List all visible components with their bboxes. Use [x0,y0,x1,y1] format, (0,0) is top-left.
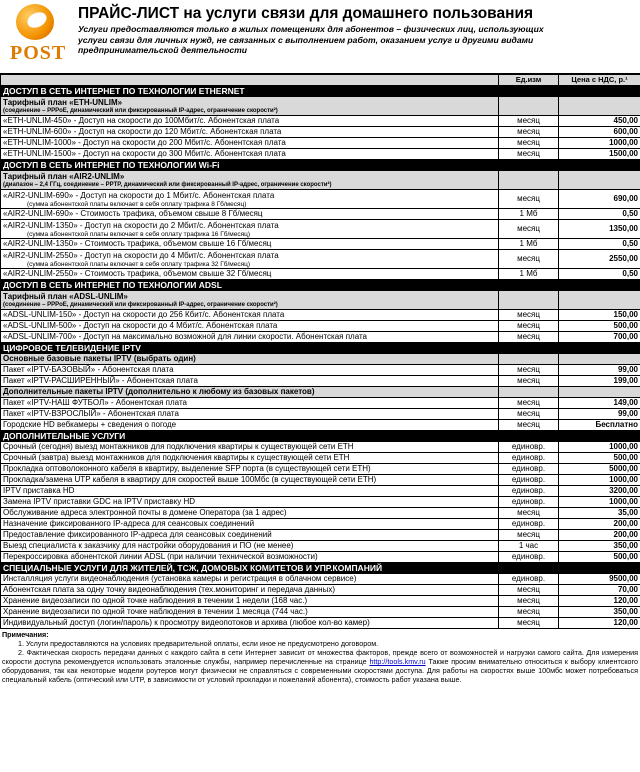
service-name [1,574,499,585]
table-row [1,321,640,332]
table-row [1,420,640,431]
table-row [1,475,640,486]
service-name [1,585,499,596]
unit-cell: месяц [499,190,559,209]
logo-word: POST [10,42,67,64]
section-header [1,280,640,291]
service-name [1,607,499,618]
service-name [1,486,499,497]
section-header [1,86,640,97]
logo-swirl-icon [16,4,54,40]
service-text: «AIR2-UNLIM-690» - Стоимость трафика, объемом свыше 8 Гб/месяц [3,209,263,218]
service-note: (сумма абонентской платы включает в себя оплату трафика 32 Гб/месяц) [27,260,251,268]
tariff-plan-name: Тарифный план «ETH-UNLIM» [3,97,123,107]
header-unit: Ед.изм [499,75,559,86]
service-text: Предоставление фиксированного IP-адреса для сеансовых соединений [3,530,272,539]
service-text: Выезд специалиста к заказчику для настройки оборудования и ПО (не менее) [3,541,294,550]
unit-cell: месяц [499,321,559,332]
tariff-plan-name: Тарифный план «AIR2-UNLIM» [3,171,125,181]
service-text: Срочный (сегодня) выезд монтажников для подключения квартиры к существующей сети ETH [3,442,354,451]
service-name [1,453,499,464]
tariff-plan-desc: (диапазон – 2,4 ГГц, соединение – PPTP, динамический или фиксированный IP-адрес, ограничение скорости²) [3,181,332,188]
unit-cell: месяц [499,607,559,618]
section-title: ДОСТУП В СЕТЬ ИНТЕРНЕТ ПО ТЕХНОЛОГИИ ETHERNET [1,86,499,97]
table-row [1,552,640,563]
table-row [1,607,640,618]
service-name [1,321,499,332]
section-price-cell [559,86,640,97]
plan-unit-cell [499,291,559,310]
price-cell: 450,00 [559,116,640,127]
table-row [1,376,640,387]
table-row [1,138,640,149]
price-cell: 690,00 [559,190,640,209]
table-row [1,310,640,321]
service-text: «ADSL-UNLIM-500» - Доступ на скорости до 4 Мбит/с. Абонентская плата [3,321,278,330]
service-text: Пакет «IPTV-РАСШИРЕННЫЙ» - Абонентская плата [3,376,198,385]
service-text: «ETH-UNLIM-600» - Доступ на скорости до 120 Мбит/с. Абонентская плата [3,127,282,136]
table-row [1,127,640,138]
price-cell: 1000,00 [559,497,640,508]
section-header [1,563,640,574]
page-title: ПРАЙС-ЛИСТ на услуги связи для домашнего пользования [78,5,534,22]
table-row [1,269,640,280]
section-title: ДОСТУП В СЕТЬ ИНТЕРНЕТ ПО ТЕХНОЛОГИИ Wi-Fi [1,160,499,171]
price-cell: 0,50 [559,269,640,280]
notes-title: Примечания: [2,630,49,639]
price-cell: 200,00 [559,519,640,530]
table-row [1,574,640,585]
service-text: «AIR2-UNLIM-2550» - Доступ на скорости до 4 Мбит/с. Абонентская плата [3,250,279,260]
price-cell: 199,00 [559,376,640,387]
price-cell: 500,00 [559,552,640,563]
service-text: Хранение видеозаписи по одной точке наблюдения в течении 1 недели (168 час.) [3,596,308,605]
tariff-plan-cell [1,291,499,310]
tariff-plan-row [1,97,640,116]
service-text: Перекроссировка абонентской линии ADSL (при наличии технической возможности) [3,552,318,561]
service-text: «AIR2-UNLIM-690» - Доступ на скорости до 1 Мбит/с. Абонентская плата [3,190,275,200]
service-text: Прокладка/замена UTP кабеля в квартиру для скоростей выше 100Мбс (в существующей сети ETH) [3,475,377,484]
section-title: ДОСТУП В СЕТЬ ИНТЕРНЕТ ПО ТЕХНОЛОГИИ ADSL [1,280,499,291]
unit-cell: единовр. [499,453,559,464]
table-header-row [1,75,640,86]
table-row [1,239,640,250]
section-header [1,431,640,442]
unit-cell: единовр. [499,519,559,530]
tariff-plan-row [1,291,640,310]
table-row [1,409,640,420]
section-unit-cell [499,563,559,574]
service-name [1,508,499,519]
tariff-plan-desc: (соединение – PPPoE, динамический или фиксированный IP-адрес, ограничение скорости²) [3,107,278,114]
service-name [1,127,499,138]
service-text: Инсталляция услуги видеонаблюдения (установка камеры и регистрация в облачном сервисе) [3,574,357,583]
unit-cell: 1 час [499,541,559,552]
price-cell: 3200,00 [559,486,640,497]
price-cell: 120,00 [559,596,640,607]
header-price: Цена с НДС, р.¹ [559,75,640,86]
price-cell: 99,00 [559,365,640,376]
unit-cell: 1 Мб [499,239,559,250]
service-name [1,618,499,629]
table-row [1,508,640,519]
unit-cell: месяц [499,116,559,127]
tariff-plan-cell [1,97,499,116]
price-cell: 700,00 [559,332,640,343]
unit-cell: месяц [499,409,559,420]
table-row [1,486,640,497]
unit-cell: месяц [499,420,559,431]
price-cell: 1000,00 [559,138,640,149]
section-price-cell [559,431,640,442]
unit-cell: месяц [499,149,559,160]
price-cell: 5000,00 [559,464,640,475]
service-note: (сумма абонентской платы включает в себя оплату трафика 8 Гб/месяц) [27,200,247,208]
note-2 [2,648,638,684]
unit-cell: единовр. [499,442,559,453]
table-row [1,149,640,160]
service-name [1,596,499,607]
page-subtitle: Услуги предоставляются только в жилых помещениях для абонентов – физических лиц, использующих услуги связи для личных нужд, не связанных с выполнением работ, оказанием услуг и другими видами предпринимательской деятельности [78,24,544,55]
tariff-plan-cell [1,171,499,190]
unit-cell: месяц [499,530,559,541]
price-cell: 500,00 [559,453,640,464]
group-price-cell [559,354,640,365]
section-unit-cell [499,343,559,354]
unit-cell: месяц [499,220,559,239]
service-name [1,442,499,453]
tariff-plan-desc: (соединение – PPPoE, динамический или фиксированный IP-адрес, ограничение скорости²) [3,301,278,308]
service-name [1,552,499,563]
price-cell: 2550,00 [559,250,640,269]
plan-price-cell [559,171,640,190]
unit-cell: единовр. [499,552,559,563]
table-row [1,618,640,629]
service-name [1,209,499,220]
unit-cell: месяц [499,585,559,596]
price-cell: 200,00 [559,530,640,541]
package-group-row [1,354,640,365]
unit-cell: единовр. [499,475,559,486]
service-text: Пакет «IPTV-ВЗРОСЛЫЙ» - Абонентская плата [3,409,179,418]
table-row [1,530,640,541]
table-row [1,190,640,209]
section-header [1,343,640,354]
table-row [1,497,640,508]
service-text: «ETH-UNLIM-1500» - Доступ на скорости до 300 Мбит/с. Абонентская плата [3,149,286,158]
note-2-part-2: Также просим внимательно относиться к выбору клиентского оборудования, так как некоторые модели роутеров могут физически не справляться с современными скоростями доступа. Для работы на скоростях выше 100мбс может потребоваться специальный кабель (оптический или UTP, в зависимости от условий прокладки и пожеланий абонента), стоимость работ указана выше. [2,657,639,684]
service-name [1,541,499,552]
plan-unit-cell [499,171,559,190]
service-name [1,250,499,269]
section-title: СПЕЦИАЛЬНЫЕ УСЛУГИ ДЛЯ ЖИТЕЛЕЙ, ТСЖ, ДОМОВЫХ КОМИТЕТОВ И УПР.КОМПАНИЙ [1,563,499,574]
service-name [1,332,499,343]
unit-cell: месяц [499,365,559,376]
unit-cell: месяц [499,127,559,138]
price-cell: 1000,00 [559,442,640,453]
service-text: «AIR2-UNLIM-1350» - Доступ на скорости до 2 Мбит/с. Абонентская плата [3,220,279,230]
price-cell: Бесплатно [559,420,640,431]
service-name [1,398,499,409]
service-text: Индивидуальный доступ (логин/пароль) к просмотру видеопотоков и архива (любое кол-во камер) [3,618,370,627]
price-table [0,74,640,629]
service-text: Замена IPTV приставки GDC на IPTV приставку HD [3,497,196,506]
service-name [1,409,499,420]
group-price-cell [559,387,640,398]
service-name [1,138,499,149]
section-price-cell [559,280,640,291]
service-text: «ETH-UNLIM-1000» - Доступ на скорости до 200 Мбит/с. Абонентская плата [3,138,286,147]
table-row [1,209,640,220]
service-name [1,310,499,321]
table-row [1,250,640,269]
unit-cell: месяц [499,138,559,149]
unit-cell: 1 Мб [499,269,559,280]
service-text: «AIR2-UNLIM-1350» - Стоимость трафика, объемом свыше 16 Гб/месяц [3,239,272,248]
unit-cell: 1 Мб [499,209,559,220]
service-text: Назначение фиксированного IP-адреса для сеансовых соединений [3,519,255,528]
table-row [1,585,640,596]
tariff-plan-row [1,171,640,190]
table-row [1,453,640,464]
service-text: Срочный (завтра) выезд монтажников для подключения квартиры к существующей сети ETH [3,453,350,462]
price-cell: 0,50 [559,209,640,220]
unit-cell: единовр. [499,497,559,508]
price-cell: 500,00 [559,321,640,332]
service-name [1,530,499,541]
table-row [1,442,640,453]
price-cell: 350,00 [559,541,640,552]
plan-unit-cell [499,97,559,116]
group-unit-cell [499,387,559,398]
section-price-cell [559,160,640,171]
table-row [1,398,640,409]
service-name [1,519,499,530]
unit-cell: месяц [499,596,559,607]
section-title: ДОПОЛНИТЕЛЬНЫЕ УСЛУГИ [1,431,499,442]
section-unit-cell [499,160,559,171]
table-row [1,596,640,607]
service-name [1,376,499,387]
header-service-cell [1,75,499,86]
group-unit-cell [499,354,559,365]
service-text: Хранение видеозаписи по одной точке наблюдения в течении 1 месяца (744 час.) [3,607,308,616]
service-text: Абонентская плата за одну точку видеонаблюдения (тех.мониторинг и передача данных) [3,585,336,594]
service-text: Городские HD вебкамеры + сведения о погоде [3,420,177,429]
service-name [1,464,499,475]
price-cell: 1500,00 [559,149,640,160]
tariff-plan-name: Тарифный план «ADSL-UNLIM» [3,291,128,301]
price-cell: 120,00 [559,618,640,629]
section-unit-cell [499,280,559,291]
table-row [1,541,640,552]
service-name [1,239,499,250]
service-name [1,149,499,160]
unit-cell: единовр. [499,486,559,497]
notes [0,629,640,684]
unit-cell: месяц [499,376,559,387]
unit-cell: месяц [499,310,559,321]
service-text: Пакет «IPTV-НАШ ФУТБОЛ» - Абонентская плата [3,398,187,407]
price-cell: 1000,00 [559,475,640,486]
service-name [1,420,499,431]
package-group-title: Основные базовые пакеты IPTV (выбрать один) [1,354,499,365]
unit-cell: месяц [499,332,559,343]
price-list-header [0,0,640,74]
section-unit-cell [499,86,559,97]
table-row [1,519,640,530]
table-row [1,365,640,376]
plan-price-cell [559,97,640,116]
unit-cell: единовр. [499,464,559,475]
table-row [1,220,640,239]
package-group-row [1,387,640,398]
section-unit-cell [499,431,559,442]
post-logo [6,2,66,68]
service-text: IPTV приставка HD [3,486,75,495]
service-text: Пакет «IPTV-БАЗОВЫЙ» - Абонентская плата [3,365,174,374]
price-cell: 150,00 [559,310,640,321]
unit-cell: месяц [499,508,559,519]
section-price-cell [559,563,640,574]
price-cell: 149,00 [559,398,640,409]
service-name [1,365,499,376]
service-name [1,220,499,239]
note-1: 1. Услуги предоставляются на условиях предварительной оплаты, если иное не предусмотрено договором. [18,639,379,648]
table-row [1,464,640,475]
service-name [1,475,499,486]
service-text: «ADSL-UNLIM-700» - Доступ на максимально возможной для линии скорости. Абонентская плата [3,332,367,341]
section-header [1,160,640,171]
price-cell: 600,00 [559,127,640,138]
price-cell: 99,00 [559,409,640,420]
unit-cell: месяц [499,618,559,629]
tools-link[interactable]: http://tools.kmv.ru [369,657,426,666]
service-text: Обслуживание адреса электронной почты в домене Оператора (за 1 адрес) [3,508,287,517]
table-row [1,116,640,127]
package-group-title: Дополнительные пакеты IPTV (дополнительно к любому из базовых пакетов) [1,387,499,398]
unit-cell: месяц [499,398,559,409]
service-name [1,497,499,508]
service-text: «ETH-UNLIM-450» - Доступ на скорости до 100Мбит/с. Абонентская плата [3,116,280,125]
plan-price-cell [559,291,640,310]
unit-cell: месяц [499,250,559,269]
price-cell: 1350,00 [559,220,640,239]
price-cell: 0,50 [559,239,640,250]
note-2-part-1: 2. Фактическая скорость передачи данных с каждого сайта в сети Интернет зависит от множества факторов, прежде всего от возможностей и нагрузки самого сайта. Для измерения скорости доступа рекомендуется использовать эталонные службы, например перечисленные на странице [2,648,638,666]
section-title: ЦИФРОВОЕ ТЕЛЕВИДЕНИЕ IPTV [1,343,499,354]
price-cell: 35,00 [559,508,640,519]
price-cell: 350,00 [559,607,640,618]
service-name [1,116,499,127]
service-name [1,269,499,280]
service-text: «ADSL-UNLIM-150» - Доступ на скорости до 256 Кбит/с. Абонентская плата [3,310,285,319]
section-price-cell [559,343,640,354]
service-note: (сумма абонентской платы включает в себя оплату трафика 16 Гб/месяц) [27,230,251,238]
service-text: «AIR2-UNLIM-2550» - Стоимость трафика, объемом свыше 32 Гб/месяц [3,269,272,278]
service-text: Прокладка оптоволоконного кабеля в квартиру, выделение SFP порта (в существующей сети ETH) [3,464,371,473]
service-name [1,190,499,209]
price-cell: 9500,00 [559,574,640,585]
price-cell: 70,00 [559,585,640,596]
table-row [1,332,640,343]
unit-cell: единовр. [499,574,559,585]
